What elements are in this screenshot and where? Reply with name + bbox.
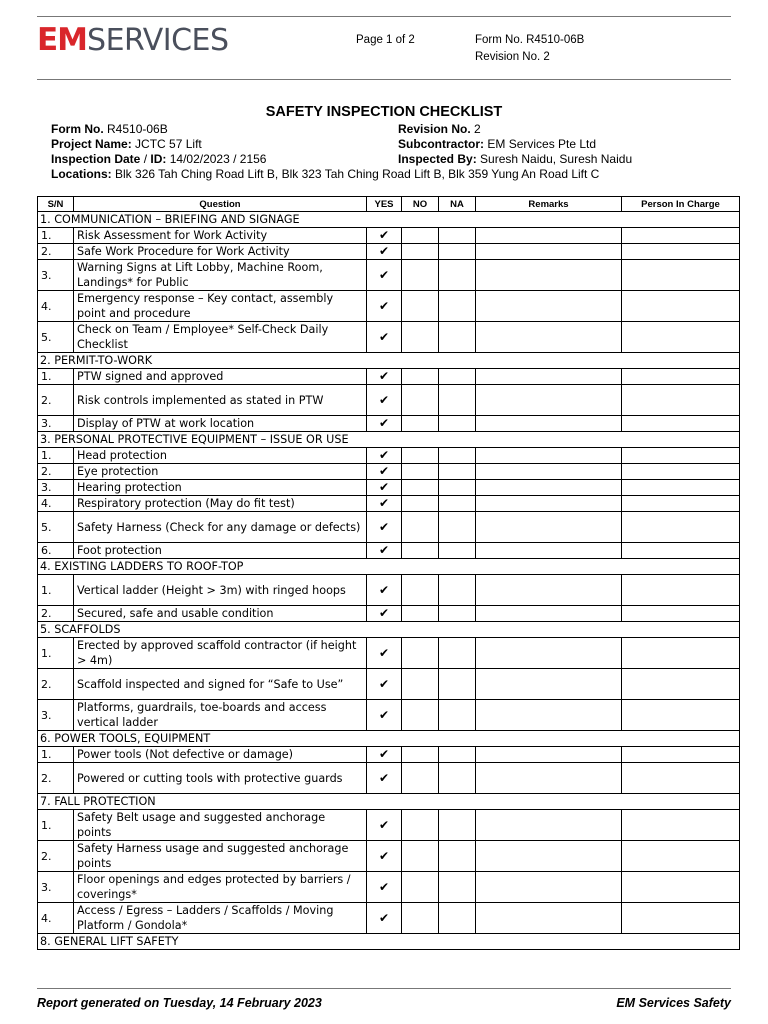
check-mark-icon: ✔ bbox=[378, 606, 390, 620]
person-in-charge-cell[interactable] bbox=[622, 872, 740, 903]
serial-number: 1. bbox=[38, 448, 74, 464]
no-cell[interactable] bbox=[402, 747, 439, 763]
checklist-row bbox=[38, 903, 740, 934]
remarks-cell[interactable] bbox=[476, 903, 622, 934]
yes-cell[interactable] bbox=[367, 244, 402, 260]
yes-cell[interactable] bbox=[367, 512, 402, 543]
no-cell[interactable] bbox=[402, 810, 439, 841]
yes-cell[interactable] bbox=[367, 841, 402, 872]
section-header-row bbox=[38, 731, 740, 747]
checklist-row bbox=[38, 810, 740, 841]
info-revision bbox=[398, 122, 481, 136]
na-cell[interactable] bbox=[439, 606, 476, 622]
serial-number: 2. bbox=[38, 669, 74, 700]
checklist-row bbox=[38, 606, 740, 622]
remarks-cell[interactable] bbox=[476, 322, 622, 353]
na-cell[interactable] bbox=[439, 291, 476, 322]
person-in-charge-cell[interactable] bbox=[622, 810, 740, 841]
remarks-cell[interactable] bbox=[476, 512, 622, 543]
logo-services-text: SERVICES bbox=[87, 22, 229, 58]
no-cell[interactable] bbox=[402, 244, 439, 260]
check-mark-icon: ✔ bbox=[378, 519, 390, 534]
remarks-cell[interactable] bbox=[476, 385, 622, 416]
header-rule bbox=[37, 79, 731, 80]
serial-number: 2. bbox=[38, 464, 74, 480]
yes-cell[interactable] bbox=[367, 416, 402, 432]
na-cell[interactable] bbox=[439, 669, 476, 700]
remarks-cell[interactable] bbox=[476, 448, 622, 464]
check-mark-icon: ✔ bbox=[378, 676, 390, 691]
serial-number: 3. bbox=[38, 872, 74, 903]
info-project bbox=[51, 137, 202, 151]
no-cell[interactable] bbox=[402, 669, 439, 700]
check-mark-icon: ✔ bbox=[378, 645, 390, 660]
company-logo bbox=[37, 24, 229, 56]
check-mark-icon: ✔ bbox=[378, 369, 390, 383]
report-generated-text: Report generated on Tuesday, 14 February 2023 bbox=[37, 996, 322, 1010]
question-text: Safety Harness usage and suggested anchorage points bbox=[74, 841, 367, 872]
person-in-charge-cell[interactable] bbox=[622, 416, 740, 432]
logo-em-text: EM bbox=[37, 22, 88, 58]
remarks-cell[interactable] bbox=[476, 841, 622, 872]
checklist-row bbox=[38, 291, 740, 322]
remarks-cell[interactable] bbox=[476, 606, 622, 622]
question-text: Erected by approved scaffold contractor (if height > 4m) bbox=[74, 638, 367, 669]
person-in-charge-cell[interactable] bbox=[622, 322, 740, 353]
remarks-cell[interactable] bbox=[476, 543, 622, 559]
no-cell[interactable] bbox=[402, 416, 439, 432]
info-form-no bbox=[51, 122, 168, 136]
serial-number: 1. bbox=[38, 369, 74, 385]
date-separator: / bbox=[140, 152, 151, 166]
question-text: Respiratory protection (May do fit test) bbox=[74, 496, 367, 512]
question-text: Vertical ladder (Height > 3m) with ringed hoops bbox=[74, 575, 367, 606]
section-header-row bbox=[38, 353, 740, 369]
form-no-label: Form No. bbox=[51, 122, 104, 136]
checklist-row bbox=[38, 260, 740, 291]
checklist-row bbox=[38, 416, 740, 432]
no-cell[interactable] bbox=[402, 512, 439, 543]
remarks-cell[interactable] bbox=[476, 763, 622, 794]
section-title: 7. FALL PROTECTION bbox=[38, 794, 740, 810]
person-in-charge-cell[interactable] bbox=[622, 747, 740, 763]
serial-number: 4. bbox=[38, 291, 74, 322]
question-text: Secured, safe and usable condition bbox=[74, 606, 367, 622]
question-text: Access / Egress – Ladders / Scaffolds / Moving Platform / Gondola* bbox=[74, 903, 367, 934]
remarks-cell[interactable] bbox=[476, 464, 622, 480]
na-cell[interactable] bbox=[439, 763, 476, 794]
yes-cell[interactable] bbox=[367, 669, 402, 700]
check-mark-icon: ✔ bbox=[378, 879, 390, 894]
footer-rule bbox=[37, 988, 731, 989]
yes-cell[interactable] bbox=[367, 228, 402, 244]
yes-cell[interactable] bbox=[367, 369, 402, 385]
yes-cell[interactable] bbox=[367, 903, 402, 934]
column-header-yes: YES bbox=[367, 197, 402, 212]
check-mark-icon: ✔ bbox=[378, 848, 390, 863]
na-cell[interactable] bbox=[439, 480, 476, 496]
check-mark-icon: ✔ bbox=[378, 448, 390, 462]
no-cell[interactable] bbox=[402, 322, 439, 353]
no-cell[interactable] bbox=[402, 228, 439, 244]
no-cell[interactable] bbox=[402, 841, 439, 872]
yes-cell[interactable] bbox=[367, 322, 402, 353]
check-mark-icon: ✔ bbox=[378, 392, 390, 407]
serial-number: 1. bbox=[38, 228, 74, 244]
info-inspection-date bbox=[51, 152, 266, 166]
question-text: Powered or cutting tools with protective guards bbox=[74, 763, 367, 794]
person-in-charge-cell[interactable] bbox=[622, 606, 740, 622]
serial-number: 4. bbox=[38, 903, 74, 934]
serial-number: 3. bbox=[38, 416, 74, 432]
serial-number: 2. bbox=[38, 244, 74, 260]
no-cell[interactable] bbox=[402, 291, 439, 322]
section-title: 6. POWER TOOLS, EQUIPMENT bbox=[38, 731, 740, 747]
question-text: Power tools (Not defective or damage) bbox=[74, 747, 367, 763]
section-title: 3. PERSONAL PROTECTIVE EQUIPMENT – ISSUE OR USE bbox=[38, 432, 740, 448]
question-text: Risk Assessment for Work Activity bbox=[74, 228, 367, 244]
section-title: 2. PERMIT-TO-WORK bbox=[38, 353, 740, 369]
remarks-cell[interactable] bbox=[476, 669, 622, 700]
checklist-row bbox=[38, 369, 740, 385]
person-in-charge-cell[interactable] bbox=[622, 903, 740, 934]
checklist-row bbox=[38, 669, 740, 700]
yes-cell[interactable] bbox=[367, 575, 402, 606]
serial-number: 5. bbox=[38, 512, 74, 543]
no-cell[interactable] bbox=[402, 638, 439, 669]
checklist-row bbox=[38, 763, 740, 794]
na-cell[interactable] bbox=[439, 228, 476, 244]
serial-number: 1. bbox=[38, 810, 74, 841]
section-header-row bbox=[38, 622, 740, 638]
yes-cell[interactable] bbox=[367, 810, 402, 841]
yes-cell[interactable] bbox=[367, 606, 402, 622]
serial-number: 1. bbox=[38, 747, 74, 763]
yes-cell[interactable] bbox=[367, 385, 402, 416]
person-in-charge-cell[interactable] bbox=[622, 575, 740, 606]
na-cell[interactable] bbox=[439, 369, 476, 385]
na-cell[interactable] bbox=[439, 322, 476, 353]
yes-cell[interactable] bbox=[367, 763, 402, 794]
remarks-cell[interactable] bbox=[476, 291, 622, 322]
info-inspected-by bbox=[398, 152, 632, 166]
person-in-charge-cell[interactable] bbox=[622, 700, 740, 731]
check-mark-icon: ✔ bbox=[378, 464, 390, 478]
checklist-row bbox=[38, 747, 740, 763]
column-header-person-in-charge: Person In Charge bbox=[622, 197, 740, 212]
question-text: Check on Team / Employee* Self-Check Daily Checklist bbox=[74, 322, 367, 353]
check-mark-icon: ✔ bbox=[378, 817, 390, 832]
person-in-charge-cell[interactable] bbox=[622, 496, 740, 512]
date-label: Inspection Date bbox=[51, 152, 141, 166]
na-cell[interactable] bbox=[439, 841, 476, 872]
column-header-remarks: Remarks bbox=[476, 197, 622, 212]
page-number: Page 1 of 2 bbox=[356, 34, 415, 46]
check-mark-icon: ✔ bbox=[378, 910, 390, 925]
question-text: Safety Harness (Check for any damage or defects) bbox=[74, 512, 367, 543]
section-header-row bbox=[38, 794, 740, 810]
id-label: ID: bbox=[150, 152, 167, 166]
person-in-charge-cell[interactable] bbox=[622, 369, 740, 385]
check-mark-icon: ✔ bbox=[378, 228, 390, 242]
info-subcontractor bbox=[398, 137, 596, 151]
no-cell[interactable] bbox=[402, 872, 439, 903]
checklist-row bbox=[38, 496, 740, 512]
header-revision-no: Revision No. 2 bbox=[475, 51, 550, 63]
remarks-cell[interactable] bbox=[476, 700, 622, 731]
question-text: Emergency response – Key contact, assembly point and procedure bbox=[74, 291, 367, 322]
remarks-cell[interactable] bbox=[476, 480, 622, 496]
na-cell[interactable] bbox=[439, 244, 476, 260]
project-value: JCTC 57 Lift bbox=[135, 137, 202, 151]
info-locations bbox=[51, 167, 599, 181]
remarks-cell[interactable] bbox=[476, 638, 622, 669]
checklist-row bbox=[38, 872, 740, 903]
top-rule bbox=[37, 16, 731, 17]
yes-cell[interactable] bbox=[367, 700, 402, 731]
question-text: Warning Signs at Lift Lobby, Machine Room, Landings* for Public bbox=[74, 260, 367, 291]
column-header-na: NA bbox=[439, 197, 476, 212]
check-mark-icon: ✔ bbox=[378, 543, 390, 557]
checklist-row bbox=[38, 244, 740, 260]
revision-label: Revision No. bbox=[398, 122, 471, 136]
serial-number: 3. bbox=[38, 480, 74, 496]
checklist-row bbox=[38, 575, 740, 606]
section-header-row bbox=[38, 432, 740, 448]
footer-company-text: EM Services Safety bbox=[616, 996, 731, 1010]
date-value: 14/02/2023 / 2156 bbox=[169, 152, 267, 166]
question-text: Head protection bbox=[74, 448, 367, 464]
checklist-row bbox=[38, 448, 740, 464]
section-title: 5. SCAFFOLDS bbox=[38, 622, 740, 638]
locations-value: Blk 326 Tah Ching Road Lift B, Blk 323 Tah Ching Road Lift B, Blk 359 Yung An Road Lift C bbox=[115, 167, 600, 181]
na-cell[interactable] bbox=[439, 448, 476, 464]
column-header-sn: S/N bbox=[38, 197, 74, 212]
person-in-charge-cell[interactable] bbox=[622, 638, 740, 669]
person-in-charge-cell[interactable] bbox=[622, 448, 740, 464]
remarks-cell[interactable] bbox=[476, 244, 622, 260]
person-in-charge-cell[interactable] bbox=[622, 480, 740, 496]
checklist-row bbox=[38, 385, 740, 416]
header-form-no: Form No. R4510-06B bbox=[475, 34, 585, 46]
check-mark-icon: ✔ bbox=[378, 747, 390, 761]
checklist-row bbox=[38, 322, 740, 353]
no-cell[interactable] bbox=[402, 369, 439, 385]
na-cell[interactable] bbox=[439, 747, 476, 763]
na-cell[interactable] bbox=[439, 700, 476, 731]
yes-cell[interactable] bbox=[367, 872, 402, 903]
serial-number: 2. bbox=[38, 841, 74, 872]
no-cell[interactable] bbox=[402, 496, 439, 512]
serial-number: 6. bbox=[38, 543, 74, 559]
remarks-cell[interactable] bbox=[476, 416, 622, 432]
serial-number: 5. bbox=[38, 322, 74, 353]
person-in-charge-cell[interactable] bbox=[622, 228, 740, 244]
remarks-cell[interactable] bbox=[476, 872, 622, 903]
no-cell[interactable] bbox=[402, 575, 439, 606]
check-mark-icon: ✔ bbox=[378, 582, 390, 597]
question-text: Scaffold inspected and signed for “Safe to Use” bbox=[74, 669, 367, 700]
checklist-row bbox=[38, 543, 740, 559]
check-mark-icon: ✔ bbox=[378, 770, 390, 785]
person-in-charge-cell[interactable] bbox=[622, 543, 740, 559]
section-header-row bbox=[38, 559, 740, 575]
remarks-cell[interactable] bbox=[476, 810, 622, 841]
na-cell[interactable] bbox=[439, 638, 476, 669]
check-mark-icon: ✔ bbox=[378, 480, 390, 494]
checklist-body bbox=[38, 212, 740, 950]
serial-number: 2. bbox=[38, 385, 74, 416]
checklist-row bbox=[38, 638, 740, 669]
na-cell[interactable] bbox=[439, 543, 476, 559]
checklist-row bbox=[38, 841, 740, 872]
remarks-cell[interactable] bbox=[476, 747, 622, 763]
na-cell[interactable] bbox=[439, 260, 476, 291]
checklist-table bbox=[37, 196, 740, 950]
person-in-charge-cell[interactable] bbox=[622, 669, 740, 700]
section-title: 8. GENERAL LIFT SAFETY bbox=[38, 934, 740, 950]
serial-number: 3. bbox=[38, 260, 74, 291]
serial-number: 2. bbox=[38, 763, 74, 794]
project-label: Project Name: bbox=[51, 137, 132, 151]
serial-number: 3. bbox=[38, 700, 74, 731]
remarks-cell[interactable] bbox=[476, 260, 622, 291]
no-cell[interactable] bbox=[402, 464, 439, 480]
serial-number: 4. bbox=[38, 496, 74, 512]
yes-cell[interactable] bbox=[367, 480, 402, 496]
column-header-question: Question bbox=[74, 197, 367, 212]
no-cell[interactable] bbox=[402, 763, 439, 794]
checklist-row bbox=[38, 228, 740, 244]
subcontractor-label: Subcontractor: bbox=[398, 137, 485, 151]
inspected-label: Inspected By: bbox=[398, 152, 477, 166]
no-cell[interactable] bbox=[402, 480, 439, 496]
question-text: Risk controls implemented as stated in PTW bbox=[74, 385, 367, 416]
person-in-charge-cell[interactable] bbox=[622, 841, 740, 872]
na-cell[interactable] bbox=[439, 810, 476, 841]
question-text: Display of PTW at work location bbox=[74, 416, 367, 432]
checklist-row bbox=[38, 700, 740, 731]
person-in-charge-cell[interactable] bbox=[622, 244, 740, 260]
remarks-cell[interactable] bbox=[476, 575, 622, 606]
no-cell[interactable] bbox=[402, 903, 439, 934]
yes-cell[interactable] bbox=[367, 496, 402, 512]
na-cell[interactable] bbox=[439, 903, 476, 934]
checklist-row bbox=[38, 464, 740, 480]
person-in-charge-cell[interactable] bbox=[622, 512, 740, 543]
no-cell[interactable] bbox=[402, 606, 439, 622]
locations-label: Locations: bbox=[51, 167, 112, 181]
na-cell[interactable] bbox=[439, 385, 476, 416]
check-mark-icon: ✔ bbox=[378, 267, 390, 282]
na-cell[interactable] bbox=[439, 496, 476, 512]
serial-number: 1. bbox=[38, 638, 74, 669]
yes-cell[interactable] bbox=[367, 260, 402, 291]
yes-cell[interactable] bbox=[367, 747, 402, 763]
section-title: 1. COMMUNICATION – BRIEFING AND SIGNAGE bbox=[38, 212, 740, 228]
check-mark-icon: ✔ bbox=[378, 329, 390, 344]
revision-value: 2 bbox=[474, 122, 481, 136]
question-text: Safe Work Procedure for Work Activity bbox=[74, 244, 367, 260]
no-cell[interactable] bbox=[402, 448, 439, 464]
yes-cell[interactable] bbox=[367, 291, 402, 322]
yes-cell[interactable] bbox=[367, 543, 402, 559]
serial-number: 2. bbox=[38, 606, 74, 622]
question-text: Foot protection bbox=[74, 543, 367, 559]
yes-cell[interactable] bbox=[367, 638, 402, 669]
question-text: Floor openings and edges protected by barriers / coverings* bbox=[74, 872, 367, 903]
check-mark-icon: ✔ bbox=[378, 707, 390, 722]
checklist-row bbox=[38, 480, 740, 496]
question-text: PTW signed and approved bbox=[74, 369, 367, 385]
na-cell[interactable] bbox=[439, 464, 476, 480]
subcontractor-value: EM Services Pte Ltd bbox=[487, 137, 597, 151]
form-no-value: R4510-06B bbox=[107, 122, 168, 136]
person-in-charge-cell[interactable] bbox=[622, 464, 740, 480]
column-header-no: NO bbox=[402, 197, 439, 212]
section-title: 4. EXISTING LADDERS TO ROOF-TOP bbox=[38, 559, 740, 575]
na-cell[interactable] bbox=[439, 575, 476, 606]
question-text: Hearing protection bbox=[74, 480, 367, 496]
question-text: Eye protection bbox=[74, 464, 367, 480]
no-cell[interactable] bbox=[402, 385, 439, 416]
check-mark-icon: ✔ bbox=[378, 416, 390, 430]
no-cell[interactable] bbox=[402, 543, 439, 559]
person-in-charge-cell[interactable] bbox=[622, 291, 740, 322]
checklist-row bbox=[38, 512, 740, 543]
section-header-row bbox=[38, 212, 740, 228]
person-in-charge-cell[interactable] bbox=[622, 763, 740, 794]
yes-cell[interactable] bbox=[367, 448, 402, 464]
question-text: Platforms, guardrails, toe-boards and access vertical ladder bbox=[74, 700, 367, 731]
person-in-charge-cell[interactable] bbox=[622, 385, 740, 416]
section-header-row bbox=[38, 934, 740, 950]
na-cell[interactable] bbox=[439, 512, 476, 543]
no-cell[interactable] bbox=[402, 700, 439, 731]
serial-number: 1. bbox=[38, 575, 74, 606]
table-header-row bbox=[38, 197, 740, 212]
inspected-value: Suresh Naidu, Suresh Naidu bbox=[480, 152, 633, 166]
check-mark-icon: ✔ bbox=[378, 298, 390, 313]
check-mark-icon: ✔ bbox=[378, 496, 390, 510]
remarks-cell[interactable] bbox=[476, 228, 622, 244]
yes-cell[interactable] bbox=[367, 464, 402, 480]
remarks-cell[interactable] bbox=[476, 369, 622, 385]
person-in-charge-cell[interactable] bbox=[622, 260, 740, 291]
na-cell[interactable] bbox=[439, 416, 476, 432]
remarks-cell[interactable] bbox=[476, 496, 622, 512]
document-title: SAFETY INSPECTION CHECKLIST bbox=[265, 104, 503, 120]
question-text: Safety Belt usage and suggested anchorage points bbox=[74, 810, 367, 841]
check-mark-icon: ✔ bbox=[378, 244, 390, 258]
na-cell[interactable] bbox=[439, 872, 476, 903]
no-cell[interactable] bbox=[402, 260, 439, 291]
